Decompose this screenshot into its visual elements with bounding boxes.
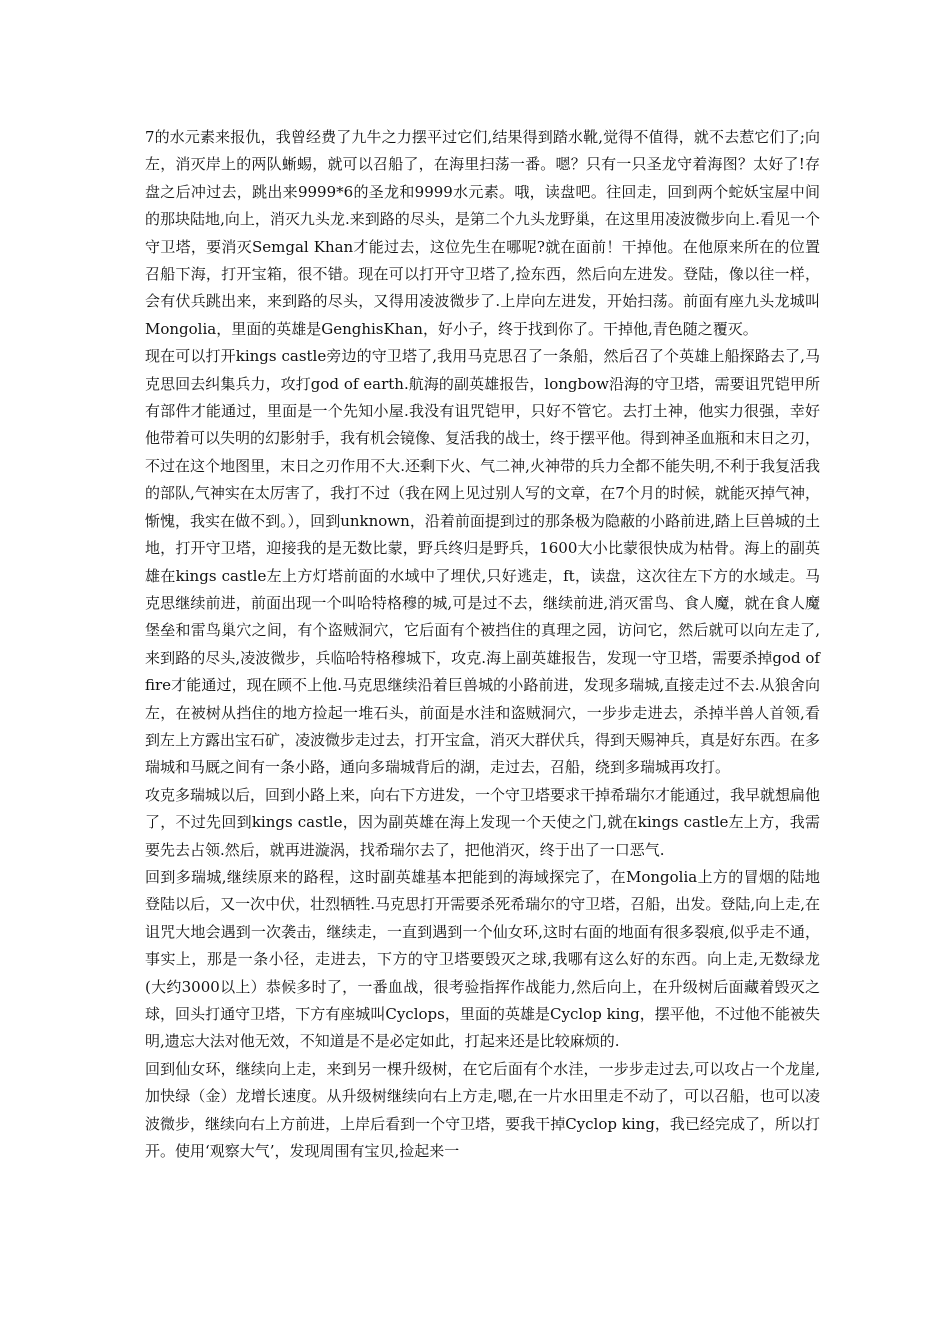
paragraph-5: 回到仙女环，继续向上走，来到另一棵升级树，在它后面有个水洼，一步步走过去,可以攻占一个龙崖,加快绿（金）龙增长速度。从升级树继续向右上方走,嗯,在一片水田里走不动了，可以召船，也可以凌波微步，继续向右上方前进，上岸后看到一个守卫塔，要我干掉Cyclop king，我已经完成了，所以打开。使用‘观察大气’，发现周围有宝贝,捡起来一 — [145, 1059, 820, 1161]
paragraph-4: 回到多瑞城,继续原来的路程，这时副英雄基本把能到的海域探完了，在Mongolia上方的冒烟的陆地登陆以后，又一次中伏，壮烈牺牲.马克思打开需要杀死希瑞尔的守卫塔，召船，出发。登陆,向上走,在诅咒大地会遇到一次袭击，继续走，一直到遇到一个仙女环,这时右面的地面有很多裂痕,似乎走不通，事实上，那是一条小径，走进去，下方的守卫塔要毁灭之球,我哪有这么好的东西。向上走,无数绿龙(大约3000以上）恭候多时了，一番血战，很考验指挥作战能力,然后向上，在升级树后面藏着毁灭之球，回头打通守卫塔，下方有座城叫Cyclops，里面的英雄是Cyclop king，摆平他，不过他不能被失明,遗忘大法对他无效，不知道是不是必定如此，打起来还是比较麻烦的. — [145, 867, 820, 1051]
paragraph-1: 7的水元素来报仇，我曾经费了九牛之力摆平过它们,结果得到踏水靴,觉得不值得，就不去惹它们了;向左，消灭岸上的两队蜥蜴，就可以召船了，在海里扫荡一番。嗯？只有一只圣龙守着海图？太好了!存盘之后冲过去，跳出来9999*6的圣龙和9999水元素。哦，读盘吧。往回走，回到两个蛇妖宝屋中间的那块陆地,向上，消灭九头龙.来到路的尽头，是第二个九头龙野巢，在这里用凌波微步向上.看见一个守卫塔，要消灭Semgal Khan才能过去，这位先生在哪呢?就在面前！干掉他。在他原来所在的位置召船下海，打开宝箱，很不错。现在可以打开守卫塔了,捡东西，然后向左进发。登陆，像以往一样，会有伏兵跳出来，来到路的尽头，又得用凌波微步了.上岸向左进发，开始扫荡。前面有座九头龙城叫Mongolia，里面的英雄是GenghisKhan，好小子，终于找到你了。干掉他,青色随之覆灭。 — [145, 128, 820, 338]
paragraph-2: 现在可以打开kings castle旁边的守卫塔了,我用马克思召了一条船，然后召了个英雄上船探路去了,马克思回去纠集兵力，攻打god of earth.航海的副英雄报告，longbow沿海的守卫塔，需要诅咒铠甲所有部件才能通过，里面是一个先知小屋.我没有诅咒铠甲，只好不管它。去打土神，他实力很强，幸好他带着可以失明的幻影射手，我有机会镜像、复活我的战士，终于摆平他。得到神圣血瓶和末日之刃，不过在这个地图里，末日之刃作用不大.还剩下火、气二神,火神带的兵力全都不能失明,不利于我复活我的部队,气神实在太厉害了，我打不过（我在网上见过别人写的文章，在7个月的时候，就能灭掉气神，惭愧，我实在做不到。），回到unknown，沿着前面提到过的那条极为隐蔽的小路前进,踏上巨兽城的土地，打开守卫塔，迎接我的是无数比蒙，野兵终归是野兵，1600大小比蒙很快成为枯骨。海上的副英雄在kings castle左上方灯塔前面的水域中了埋伏,只好逃走，ft，读盘，这次往左下方的水域走。马克思继续前进，前面出现一个叫哈特格穆的城,可是过不去，继续前进,消灭雷鸟、食人魔，就在食人魔堡垒和雷鸟巢穴之间，有个盗贼洞穴，它后面有个被挡住的真理之园，访问它，然后就可以向左走了,来到路的尽头,凌波微步，兵临哈特格穆城下，攻克.海上副英雄报告，发现一守卫塔，需要杀掉god of fire才能通过，现在顾不上他.马克思继续沿着巨兽城的小路前进，发现多瑞城,直接走过不去.从狼舍向左，在被树从挡住的地方捡起一堆石头，前面是水洼和盗贼洞穴，一步步走进去，杀掉半兽人首领,看到左上方露出宝石矿，凌波微步走过去，打开宝盒，消灭大群伏兵，得到天赐神兵，真是好东西。在多瑞城和马厩之间有一条小路，通向多瑞城背后的湖，走过去，召船，绕到多瑞城再攻打。 — [145, 347, 821, 777]
document-body — [145, 124, 820, 1165]
paragraph-3: 攻克多瑞城以后，回到小路上来，向右下方进发，一个守卫塔要求干掉希瑞尔才能通过，我早就想扁他了，不过先回到kings castle，因为副英雄在海上发现一个天使之门,就在kings castle左上方，我需要先去占领.然后，就再进漩涡，找希瑞尔去了，把他消灭，终于出了一口恶气. — [145, 785, 821, 859]
